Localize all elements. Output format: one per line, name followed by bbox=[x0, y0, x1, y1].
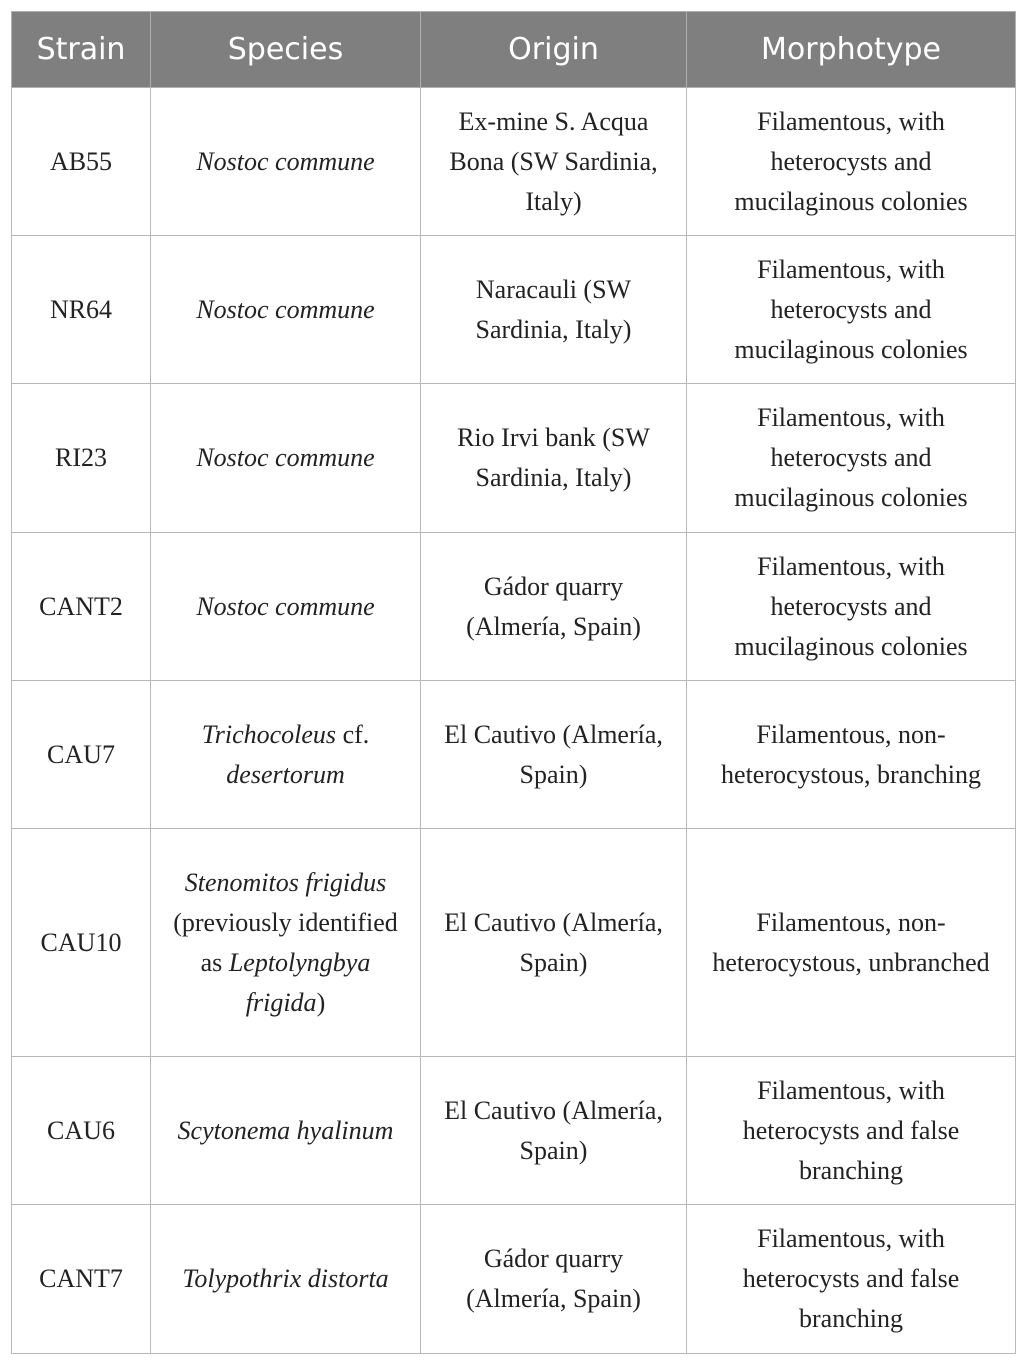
species-text: Stenomitos frigidus bbox=[184, 867, 387, 897]
strain-cell: CAU7 bbox=[12, 681, 151, 829]
origin-cell: Ex-mine S. Acqua Bona (SW Sardinia, Italy) bbox=[421, 88, 687, 236]
species-text: (previously identified as bbox=[173, 907, 398, 977]
species-cell bbox=[151, 533, 421, 681]
morphotype-cell: Filamentous, non-heterocystous, unbranched bbox=[687, 829, 1016, 1057]
table-row bbox=[12, 236, 1016, 384]
table-row bbox=[12, 533, 1016, 681]
morphotype-cell: Filamentous, with heterocysts and false branching bbox=[687, 1057, 1016, 1205]
strain-cell: CAU10 bbox=[12, 829, 151, 1057]
strain-cell: AB55 bbox=[12, 88, 151, 236]
table-row bbox=[12, 829, 1016, 1057]
origin-cell: Gádor quarry (Almería, Spain) bbox=[421, 533, 687, 681]
species-text: desertorum bbox=[226, 759, 345, 789]
species-text: ) bbox=[316, 987, 326, 1017]
species-text: Leptolyngbya frigida bbox=[228, 947, 371, 1017]
species-text: Nostoc commune bbox=[196, 591, 375, 621]
strain-cell: CANT7 bbox=[12, 1205, 151, 1354]
origin-cell: El Cautivo (Almería, Spain) bbox=[421, 681, 687, 829]
strain-cell: RI23 bbox=[12, 384, 151, 533]
species-cell bbox=[151, 681, 421, 829]
table-row bbox=[12, 88, 1016, 236]
origin-cell: Naracauli (SW Sardinia, Italy) bbox=[421, 236, 687, 384]
strain-cell: CANT2 bbox=[12, 533, 151, 681]
header-strain: Strain bbox=[12, 12, 151, 88]
species-text: Tolypothrix distorta bbox=[182, 1264, 389, 1293]
species-text: Nostoc commune bbox=[196, 146, 375, 176]
species-cell bbox=[151, 1205, 421, 1354]
species-cell bbox=[151, 236, 421, 384]
species-text: Nostoc commune bbox=[196, 443, 375, 472]
species-text: Scytonema hyalinum bbox=[177, 1115, 394, 1145]
table-row bbox=[12, 1205, 1016, 1354]
origin-cell: Gádor quarry (Almería, Spain) bbox=[421, 1205, 687, 1354]
species-cell bbox=[151, 829, 421, 1057]
species-text: Nostoc commune bbox=[196, 294, 375, 324]
species-cell bbox=[151, 1057, 421, 1205]
table-row bbox=[12, 681, 1016, 829]
origin-cell: El Cautivo (Almería, Spain) bbox=[421, 829, 687, 1057]
species-text: cf. bbox=[336, 719, 370, 749]
table-row bbox=[12, 384, 1016, 533]
header-species: Species bbox=[151, 12, 421, 88]
strains-table bbox=[11, 11, 1016, 1354]
species-cell bbox=[151, 384, 421, 533]
header-row bbox=[12, 12, 1016, 88]
origin-cell: El Cautivo (Almería, Spain) bbox=[421, 1057, 687, 1205]
morphotype-cell: Filamentous, with heterocysts and mucilaginous colonies bbox=[687, 236, 1016, 384]
header-morphotype: Morphotype bbox=[687, 12, 1016, 88]
morphotype-cell: Filamentous, non-heterocystous, branching bbox=[687, 681, 1016, 829]
morphotype-cell: Filamentous, with heterocysts and false branching bbox=[687, 1205, 1016, 1354]
species-cell bbox=[151, 88, 421, 236]
table-row bbox=[12, 1057, 1016, 1205]
species-text: Trichocoleus bbox=[201, 719, 337, 749]
strain-cell: NR64 bbox=[12, 236, 151, 384]
header-origin: Origin bbox=[421, 12, 687, 88]
morphotype-cell: Filamentous, with heterocysts and mucilaginous colonies bbox=[687, 384, 1016, 533]
morphotype-cell: Filamentous, with heterocysts and mucilaginous colonies bbox=[687, 88, 1016, 236]
morphotype-cell: Filamentous, with heterocysts and mucilaginous colonies bbox=[687, 533, 1016, 681]
origin-cell: Rio Irvi bank (SW Sardinia, Italy) bbox=[421, 384, 687, 533]
strain-cell: CAU6 bbox=[12, 1057, 151, 1205]
